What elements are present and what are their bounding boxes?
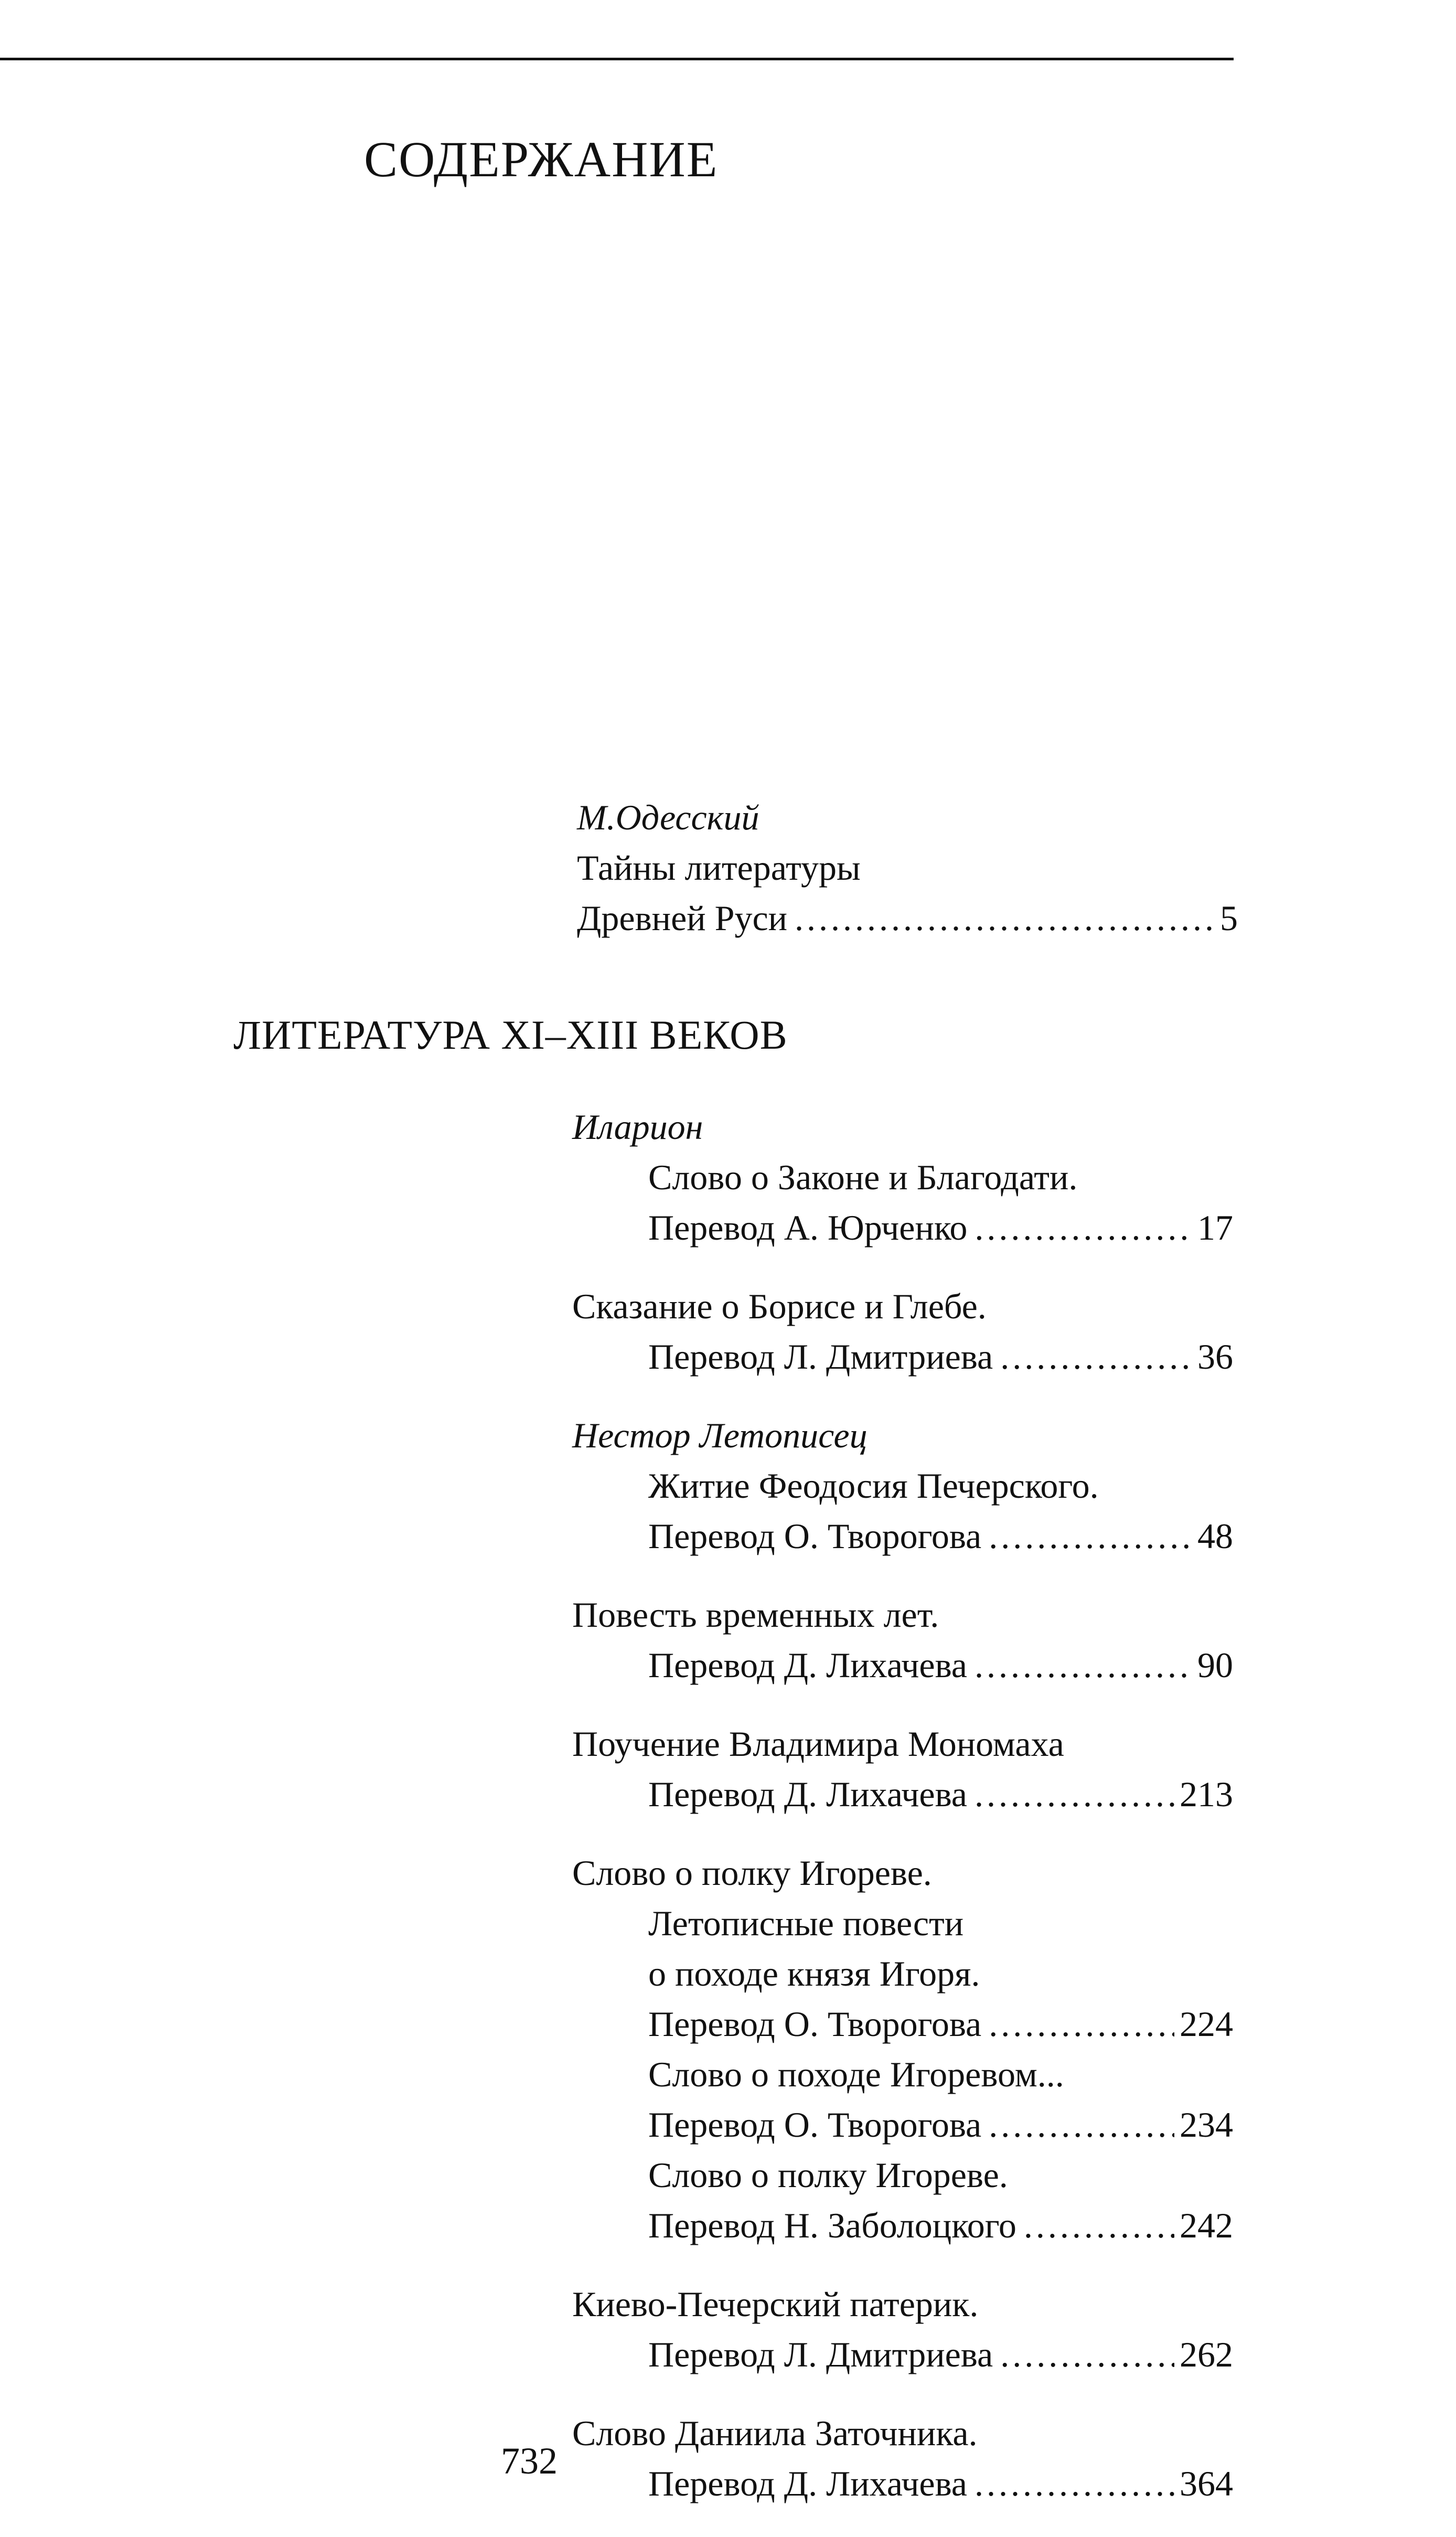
toc-translator: Перевод Н. Заболоцкого xyxy=(648,2205,1016,2245)
toc-entry-title: Сказание о Борисе и Глебе. xyxy=(572,1286,987,1326)
toc-list xyxy=(572,1102,1233,2537)
intro-title-part2: Древней Руси xyxy=(577,898,788,938)
toc-page-number: 364 xyxy=(1180,2464,1233,2503)
toc-entry-heading-line xyxy=(572,1590,1233,1640)
dot-leader xyxy=(975,1769,1174,1819)
toc-translator: Перевод О. Творогова xyxy=(648,2105,982,2145)
toc-entry-title: Слово Даниила Заточника. xyxy=(572,2413,978,2453)
dot-leader xyxy=(989,1511,1192,1561)
toc-subtitle: Слово о походе Игоревом... xyxy=(648,2054,1064,2094)
toc-page-number: 36 xyxy=(1197,1337,1233,1377)
toc-entry xyxy=(572,1102,1233,1253)
toc-subtitle: Слово о полку Игореве. xyxy=(648,2155,1008,2195)
toc-entry-line xyxy=(572,1999,1233,2049)
toc-translator: Перевод Л. Дмитриева xyxy=(648,2335,993,2374)
toc-entry xyxy=(572,1281,1233,1382)
toc-entry-line xyxy=(572,1331,1233,1382)
toc-page-number: 234 xyxy=(1180,2105,1233,2145)
toc-page-number: 224 xyxy=(1180,2004,1233,2044)
toc-entry-heading-line xyxy=(572,1281,1233,1331)
toc-subtitle: Летописные повести xyxy=(648,1903,964,1943)
toc-entry-heading-line xyxy=(572,1848,1233,1898)
toc-page-number: 262 xyxy=(1180,2335,1233,2374)
toc-subtitle: Слово о Законе и Благодати. xyxy=(648,1157,1078,1197)
toc-entry-line xyxy=(572,1898,1233,1948)
toc-translator: Перевод О. Творогова xyxy=(648,2004,982,2044)
toc-entry-author: Нестор Летописец xyxy=(572,1415,868,1455)
dot-leader xyxy=(975,2458,1174,2509)
toc-subtitle: о походе князя Игоря. xyxy=(648,1954,980,1994)
toc-entry-line xyxy=(572,1202,1233,1253)
toc-entry-heading-line xyxy=(572,2279,1233,2329)
toc-entry-line xyxy=(572,1511,1233,1561)
toc-entry-line xyxy=(572,1769,1233,1819)
dot-leader xyxy=(975,1202,1192,1253)
toc-entry-line xyxy=(572,1640,1233,1690)
dot-leader xyxy=(795,893,1215,943)
dot-leader xyxy=(1000,2329,1174,2380)
intro-author-line xyxy=(577,792,1238,843)
toc-entry xyxy=(572,1590,1233,1690)
toc-translator: Перевод Д. Лихачева xyxy=(648,2464,967,2503)
top-rule xyxy=(0,58,1234,60)
toc-entry-heading-line xyxy=(572,1410,1233,1461)
toc-entry-line xyxy=(572,2458,1233,2509)
dot-leader xyxy=(989,2099,1174,2150)
toc-translator: Перевод Д. Лихачева xyxy=(648,1645,967,1685)
toc-entry-line xyxy=(572,2200,1233,2251)
toc-entry-author: Иларион xyxy=(572,1107,703,1147)
toc-entry-line xyxy=(572,2150,1233,2200)
intro-title-line xyxy=(577,843,1238,893)
toc-translator: Перевод Л. Дмитриева xyxy=(648,1337,993,1377)
toc-entry-line xyxy=(572,1948,1233,1999)
intro-author: М.Одесский xyxy=(577,797,759,837)
toc-translator: Перевод А. Юрченко xyxy=(648,1208,968,1248)
toc-entry xyxy=(572,1848,1233,2251)
toc-page-number: 17 xyxy=(1197,1208,1233,1248)
toc-entry xyxy=(572,2408,1233,2509)
toc-translator: Перевод Д. Лихачева xyxy=(648,1774,967,1814)
toc-page-number: 48 xyxy=(1197,1516,1233,1556)
toc-entry-line xyxy=(572,2099,1233,2150)
intro-entry xyxy=(577,792,1238,943)
toc-entry-heading-line xyxy=(572,2408,1233,2458)
toc-page-number: 213 xyxy=(1180,1774,1233,1814)
dot-leader xyxy=(1024,2200,1174,2251)
section-heading: ЛИТЕРАТУРА XI–XIII ВЕКОВ xyxy=(233,1012,788,1058)
toc-entry-line xyxy=(572,2049,1233,2099)
toc-entry xyxy=(572,1410,1233,1561)
intro-page-number: 5 xyxy=(1220,898,1238,938)
toc-entry-line xyxy=(572,1461,1233,1511)
toc-entry xyxy=(572,2279,1233,2380)
toc-entry-line xyxy=(572,2329,1233,2380)
intro-title-part1: Тайны литературы xyxy=(577,848,861,888)
page-title: СОДЕРЖАНИЕ xyxy=(364,131,719,187)
dot-leader xyxy=(1000,1331,1192,1382)
toc-page-number: 242 xyxy=(1180,2205,1233,2245)
toc-page-number: 90 xyxy=(1197,1645,1233,1685)
toc-entry-title: Слово о полку Игореве. xyxy=(572,1853,932,1893)
toc-entry-heading-line xyxy=(572,1719,1233,1769)
page-number-folio: 732 xyxy=(501,2440,558,2482)
toc-entry-title: Повесть временных лет. xyxy=(572,1595,939,1635)
dot-leader xyxy=(975,1640,1192,1690)
dot-leader xyxy=(989,1999,1174,2049)
toc-entry xyxy=(572,1719,1233,1819)
toc-entry-title: Поучение Владимира Мономаха xyxy=(572,1724,1064,1764)
intro-page-line xyxy=(577,893,1238,943)
toc-translator: Перевод О. Творогова xyxy=(648,1516,982,1556)
toc-entry-line xyxy=(572,1152,1233,1202)
toc-subtitle: Житие Феодосия Печерского. xyxy=(648,1466,1099,1506)
toc-entry-title: Киево-Печерский патерик. xyxy=(572,2284,979,2324)
toc-entry-heading-line xyxy=(572,1102,1233,1152)
